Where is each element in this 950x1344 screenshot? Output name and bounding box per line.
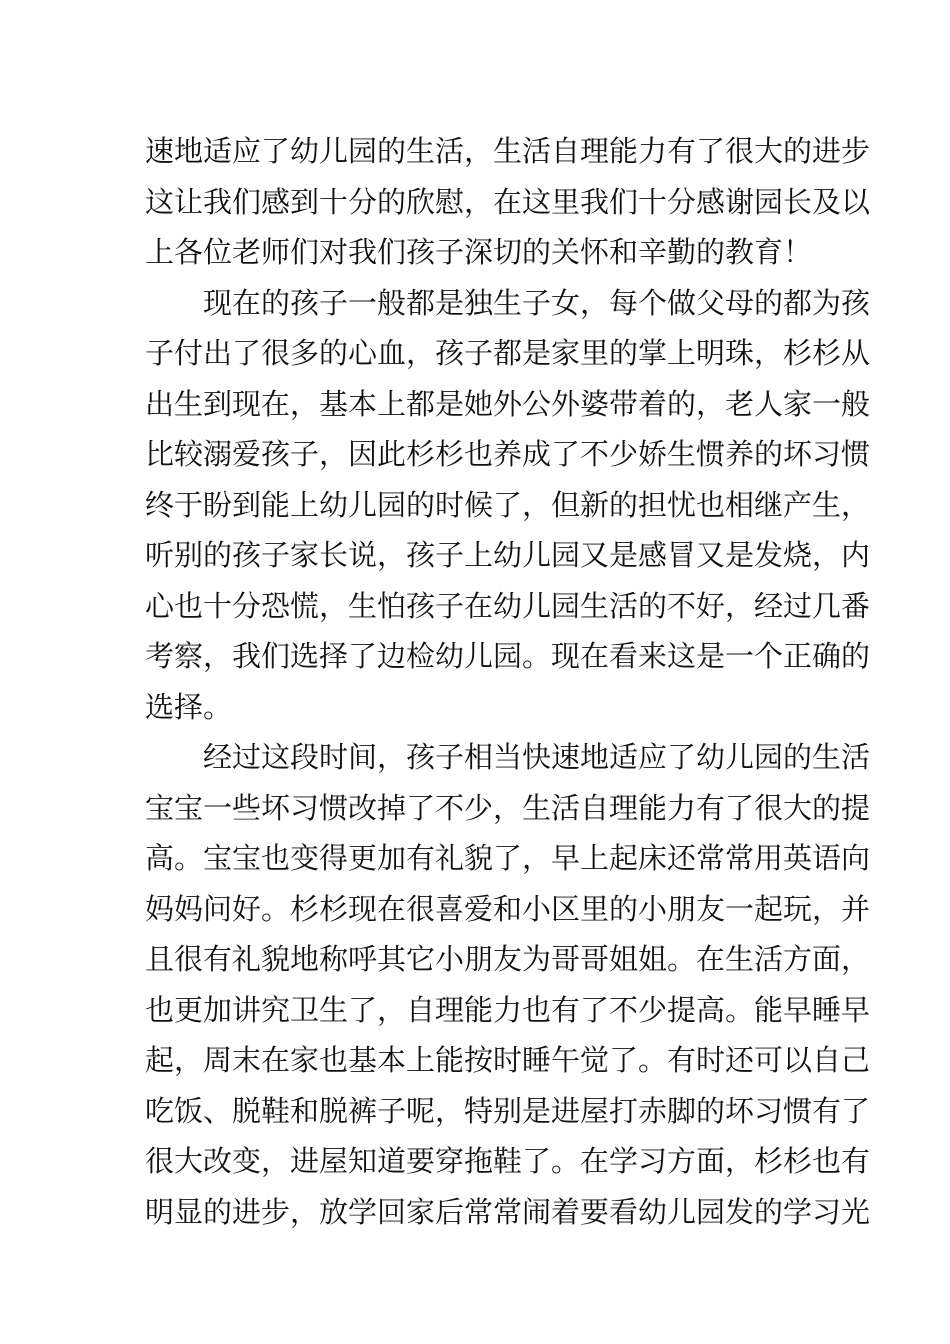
text-line: 考察，我们选择了边检幼儿园。现在看来这是一个正确的	[145, 639, 871, 673]
text-line: 很大改变，进屋知道要穿拖鞋了。在学习方面，杉杉也有	[145, 1144, 871, 1178]
text-line: 吃饭、脱鞋和脱裤子呢，特别是进屋打赤脚的坏习惯有了	[145, 1093, 871, 1128]
text-line: 速地适应了幼儿园的生活，生活自理能力有了很大的进步	[145, 134, 871, 168]
text-line: 宝宝一些坏习惯改掉了不少，生活自理能力有了很大的提	[145, 790, 871, 825]
body-text	[145, 126, 871, 1237]
text-line: 比较溺爱孩子，因此杉杉也养成了不少娇生惯养的坏习惯	[145, 437, 871, 471]
text-line: 这让我们感到十分的欣慰，在这里我们十分感谢园长及以	[145, 184, 871, 219]
text-line: 上各位老师们对我们孩子深切的关怀和辛勤的教育！	[145, 235, 813, 269]
text-line: 出生到现在，基本上都是她外公外婆带着的，老人家一般	[145, 386, 871, 421]
text-line: 起，周末在家也基本上能按时睡午觉了。有时还可以自己	[145, 1043, 871, 1077]
text-line: 子付出了很多的心血，孩子都是家里的掌上明珠，杉杉从	[145, 336, 871, 370]
text-line: 心也十分恐慌，生怕孩子在幼儿园生活的不好，经过几番	[145, 588, 871, 623]
text-line: 终于盼到能上幼儿园的时候了，但新的担忧也相继产生，	[145, 487, 871, 522]
text-line: 听别的孩子家长说，孩子上幼儿园又是感冒又是发烧，内	[145, 538, 871, 572]
text-line: 经过这段时间，孩子相当快速地适应了幼儿园的生活	[145, 740, 871, 774]
text-line: 高。宝宝也变得更加有礼貌了，早上起床还常常用英语向	[145, 841, 871, 875]
text-line: 选择。	[145, 689, 233, 724]
text-line: 也更加讲究卫生了，自理能力也有了不少提高。能早睡早	[145, 992, 871, 1027]
text-line: 明显的进步，放学回家后常常闹着要看幼儿园发的学习光	[145, 1194, 871, 1229]
text-line: 妈妈问好。杉杉现在很喜爱和小区里的小朋友一起玩，并	[145, 891, 871, 926]
text-line: 且很有礼貌地称呼其它小朋友为哥哥姐姐。在生活方面，	[145, 942, 871, 976]
text-line: 现在的孩子一般都是独生子女，每个做父母的都为孩	[145, 285, 871, 320]
